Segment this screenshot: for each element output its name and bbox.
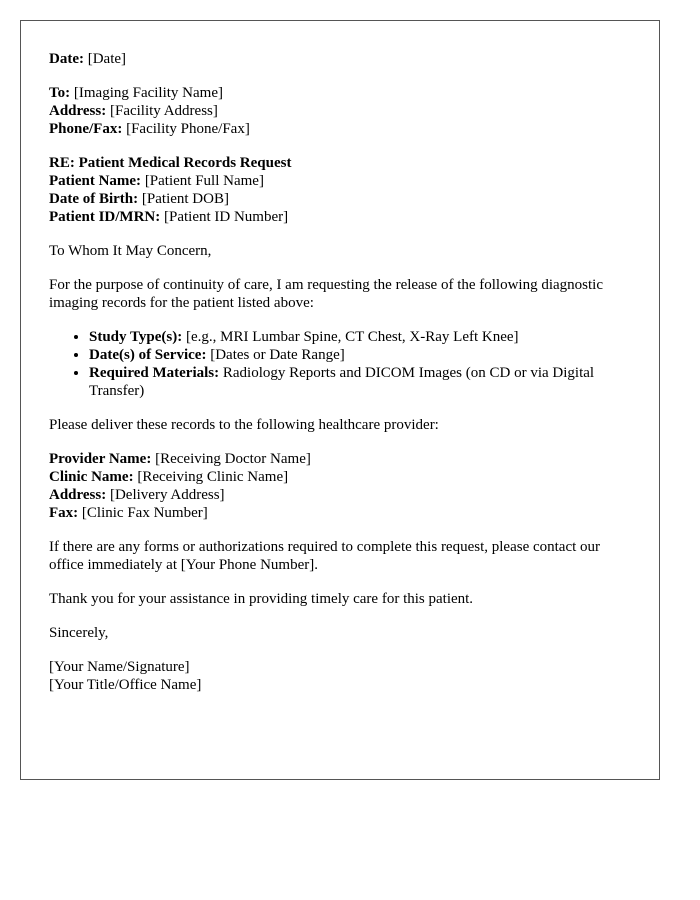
patient-id-line xyxy=(49,208,631,226)
signature-block xyxy=(49,658,631,694)
clinic-fax-value: [Clinic Fax Number] xyxy=(81,505,208,521)
facility-address-label: Address: xyxy=(49,103,107,119)
patient-dob-line xyxy=(49,190,631,208)
date-label: Date: xyxy=(49,51,84,67)
patient-dob-value: [Patient DOB] xyxy=(141,191,229,207)
patient-name-label: Patient Name: xyxy=(49,173,142,189)
signature-name: [Your Name/Signature] xyxy=(49,659,190,675)
recipient-block xyxy=(49,84,631,138)
to-label: To: xyxy=(49,85,71,101)
date-block xyxy=(49,50,631,68)
item-value: [e.g., MRI Lumbar Spine, CT Chest, X-Ray Left Knee] xyxy=(185,329,519,345)
delivery-address-line xyxy=(49,486,631,504)
to-value: [Imaging Facility Name] xyxy=(73,85,223,101)
item-label: Study Type(s): xyxy=(89,329,183,345)
date-value: [Date] xyxy=(87,51,127,67)
facility-phone-line xyxy=(49,120,631,138)
list-item xyxy=(89,346,631,364)
records-list xyxy=(49,328,631,400)
signature-title: [Your Title/Office Name] xyxy=(49,677,202,693)
provider-name-line xyxy=(49,450,631,468)
facility-phone-value: [Facility Phone/Fax] xyxy=(126,121,250,137)
patient-name-value: [Patient Full Name] xyxy=(144,173,264,189)
item-label: Required Materials: xyxy=(89,365,220,381)
clinic-fax-label: Fax: xyxy=(49,505,79,521)
patient-name-line xyxy=(49,172,631,190)
item-label: Date(s) of Service: xyxy=(89,347,207,363)
closing: Sincerely, xyxy=(49,625,109,641)
re-block xyxy=(49,154,631,226)
clinic-fax-line xyxy=(49,504,631,522)
provider-name-value: [Receiving Doctor Name] xyxy=(155,451,311,467)
delivery-address-label: Address: xyxy=(49,487,107,503)
patient-id-label: Patient ID/MRN: xyxy=(49,209,161,225)
list-item xyxy=(89,328,631,346)
intro-paragraph: For the purpose of continuity of care, I am requesting the release of the following diagnostic imaging records for the patient listed above: xyxy=(49,277,604,311)
clinic-name-line xyxy=(49,468,631,486)
salutation: To Whom It May Concern, xyxy=(49,243,212,259)
provider-block xyxy=(49,450,631,522)
clinic-name-label: Clinic Name: xyxy=(49,469,134,485)
item-value: [Dates or Date Range] xyxy=(210,347,345,363)
re-subject: RE: Patient Medical Records Request xyxy=(49,155,292,171)
forms-paragraph: If there are any forms or authorizations required to complete this request, please contact our office immediately at [Your Phone Number]. xyxy=(49,539,601,573)
thanks-paragraph: Thank you for your assistance in providing timely care for this patient. xyxy=(49,591,474,607)
delivery-address-value: [Delivery Address] xyxy=(109,487,225,503)
list-item xyxy=(89,364,631,400)
provider-name-label: Provider Name: xyxy=(49,451,152,467)
facility-phone-label: Phone/Fax: xyxy=(49,121,123,137)
deliver-paragraph: Please deliver these records to the following healthcare provider: xyxy=(49,417,439,433)
letter-page xyxy=(20,20,660,780)
re-subject-line xyxy=(49,154,631,172)
to-line xyxy=(49,84,631,102)
facility-address-line xyxy=(49,102,631,120)
date-line xyxy=(49,50,631,68)
patient-id-value: [Patient ID Number] xyxy=(163,209,289,225)
item-value: Radiology Reports and DICOM Images (on CD or via Digital Transfer) xyxy=(89,365,595,399)
clinic-name-value: [Receiving Clinic Name] xyxy=(137,469,289,485)
patient-dob-label: Date of Birth: xyxy=(49,191,139,207)
facility-address-value: [Facility Address] xyxy=(109,103,218,119)
